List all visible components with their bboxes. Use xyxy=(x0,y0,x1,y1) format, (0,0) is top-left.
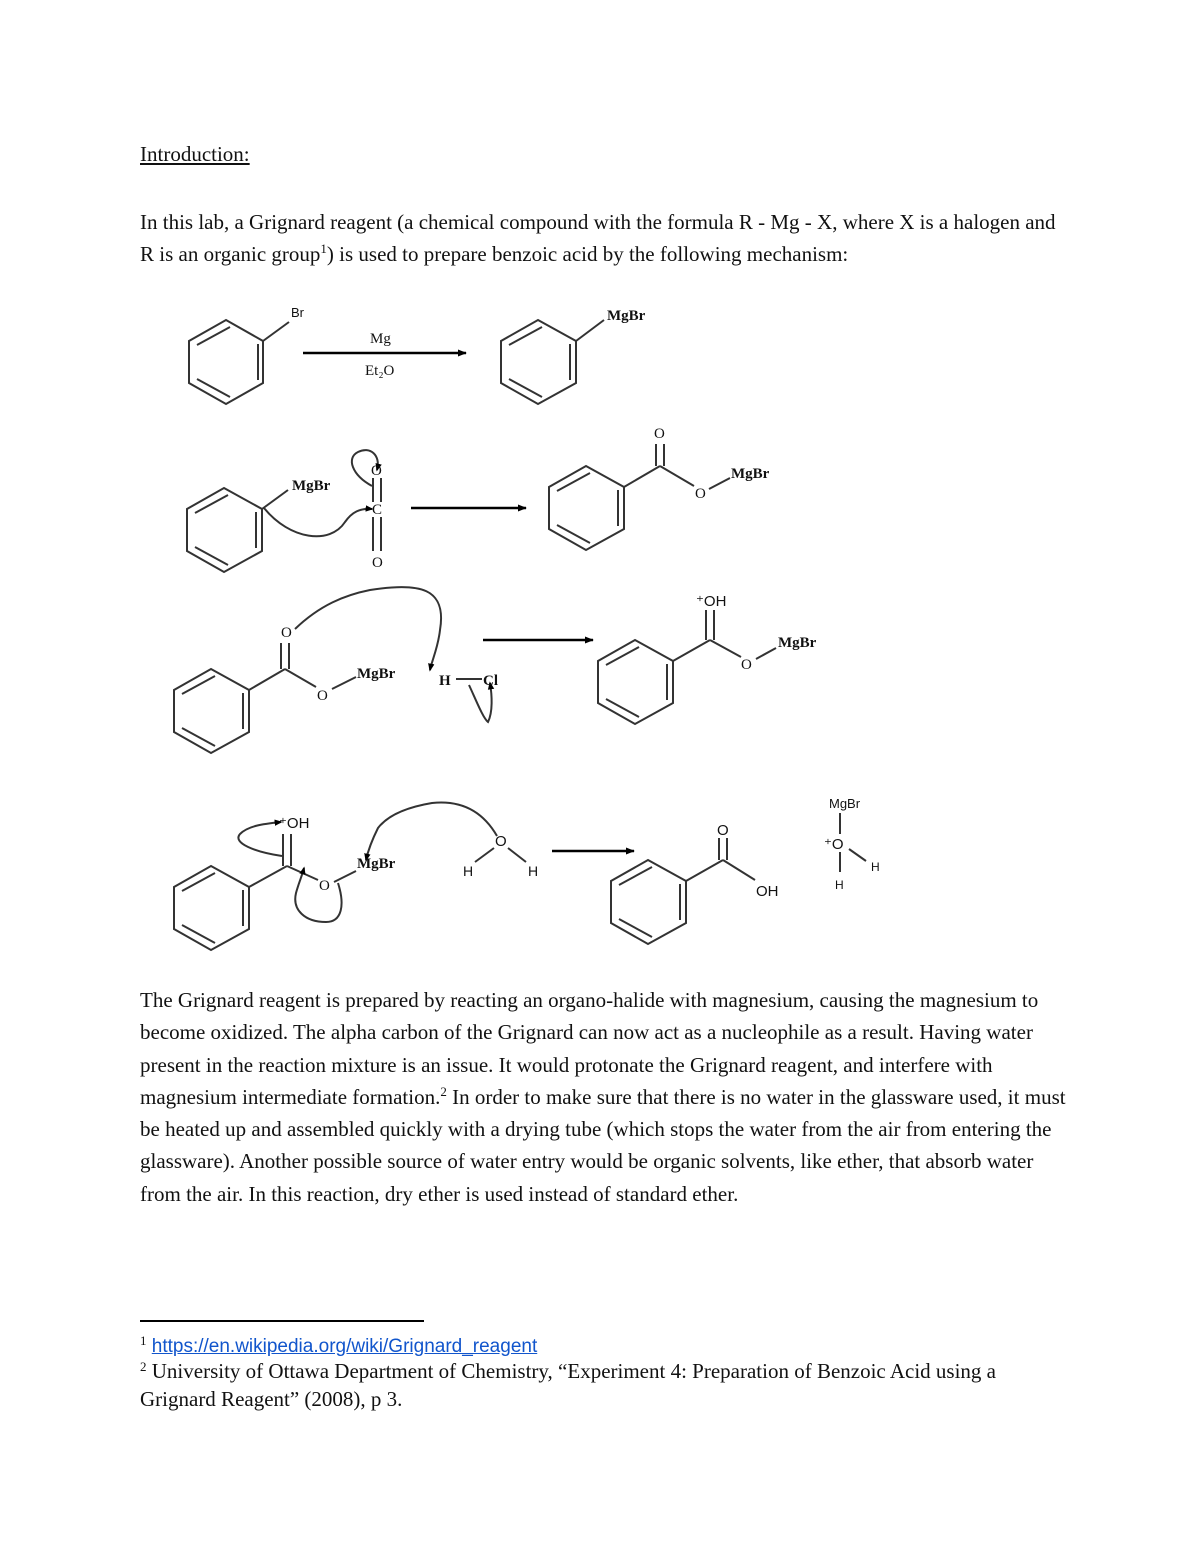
footnote-1-link[interactable]: https://en.wikipedia.org/wiki/Grignard_reagent xyxy=(151,1336,538,1357)
footnote-number-1: 1 xyxy=(140,1333,147,1348)
co2-c-label: C xyxy=(372,502,383,518)
intro-text-2: ) is used to prepare benzoic acid by the following mechanism: xyxy=(326,242,849,266)
carboxylate-reactant-structure xyxy=(174,643,356,753)
reactant-mgbr-label-4: MgBr xyxy=(357,856,396,872)
product-oh-plus-label-3: ⁺OH xyxy=(696,593,727,610)
grignard-reactant-structure xyxy=(187,488,288,572)
benzoic-acid-o-label: O xyxy=(717,822,729,839)
curved-arrow-nucleophilic-attack xyxy=(264,508,372,536)
footnote-number-2: 2 xyxy=(140,1359,147,1374)
byproduct-h-right-label: H xyxy=(871,860,880,874)
curved-arrow-carbonyl-to-h xyxy=(295,587,441,670)
carboxylate-o-double-label: O xyxy=(654,426,665,442)
carboxylate-o-single-label: O xyxy=(695,486,706,502)
reactant-o-single-label-4: O xyxy=(319,878,330,894)
water-structure xyxy=(475,848,526,862)
body-paragraph xyxy=(140,984,1070,1210)
acid-h-label: H xyxy=(439,673,451,689)
co2-o-top-label: O xyxy=(371,463,382,479)
reactant-mgbr-label-2: MgBr xyxy=(292,478,331,494)
water-h-left-label: H xyxy=(463,863,474,879)
bromo-label: Br xyxy=(291,305,304,320)
section-heading: Introduction: xyxy=(140,142,250,166)
product-mgbr-label-1: MgBr xyxy=(607,308,646,324)
curved-arrow-water-attack xyxy=(366,802,497,860)
byproduct-h-bottom-label: H xyxy=(835,878,844,892)
footnote-divider xyxy=(140,1320,424,1322)
intro-text-1: In this lab, a Grignard reagent (a chemical compound with the formula R - Mg - X, where X is a halogen and R is an organic group xyxy=(140,210,1056,266)
benzoic-acid-structure xyxy=(611,838,755,944)
co2-o-bottom-label: O xyxy=(372,555,383,571)
bromobenzene-structure xyxy=(189,320,289,404)
reagent-mg-label: Mg xyxy=(370,331,391,347)
footnote-ref-2[interactable]: 2 xyxy=(440,1083,447,1099)
curved-arrow-reform-carbonyl xyxy=(295,868,341,922)
water-o-label: O xyxy=(495,833,507,850)
reactant-oh-plus-label-4: ⁺OH xyxy=(279,815,310,832)
byproduct-mgbr-label: MgBr xyxy=(829,796,861,811)
body-text-2: In order to make sure that there is no water in the glassware used, it must be heated up and assembled quickly with a drying tube (which stops the water from the air from entering the glassware). Another possible source of water entry would be organic solvents, like ether, that absorb water from the air. In this reaction, dry ether is used instead of standard ether. xyxy=(140,1084,1066,1206)
acid-cl-label: Cl xyxy=(483,673,498,689)
curved-arrow-pi-to-oxygen xyxy=(238,822,282,856)
reactant-o-single-label-3: O xyxy=(317,688,328,704)
reactant-mgbr-label-3: MgBr xyxy=(357,666,396,682)
solvent-et2o-label: Et₂O xyxy=(365,363,395,379)
product-mgbr-label-3: MgBr xyxy=(778,635,817,651)
benzoic-acid-oh-label: OH xyxy=(756,883,779,900)
water-h-right-label: H xyxy=(528,863,539,879)
byproduct-o-plus-label: ⁺O xyxy=(824,836,844,853)
reactant-o-double-label-3: O xyxy=(281,625,292,641)
footnote-2-text: University of Ottawa Department of Chemistry, “Experiment 4: Preparation of Benzoic Acid using a Grignard Reagent” (2008), p 3. xyxy=(140,1359,996,1411)
footnote-ref-1[interactable]: 1 xyxy=(320,241,327,256)
product-mgbr-label-2: MgBr xyxy=(731,466,770,482)
phenylmagnesium-bromide-structure xyxy=(501,320,604,404)
footnote-2 xyxy=(140,1357,1070,1413)
oxonium-byproduct-structure xyxy=(840,813,866,872)
product-o-single-label-3: O xyxy=(741,657,752,673)
body-text-1: The Grignard reagent is prepared by reacting an organo-halide with magnesium, causing the magnesium to become oxidized. The alpha carbon of the Grignard can now act as a nucleophile as a result. Having water present in the reaction mixture is an issue. It would protonate the Grignard reagent, and interfere with magnesium intermediate formation. xyxy=(140,988,1039,1109)
